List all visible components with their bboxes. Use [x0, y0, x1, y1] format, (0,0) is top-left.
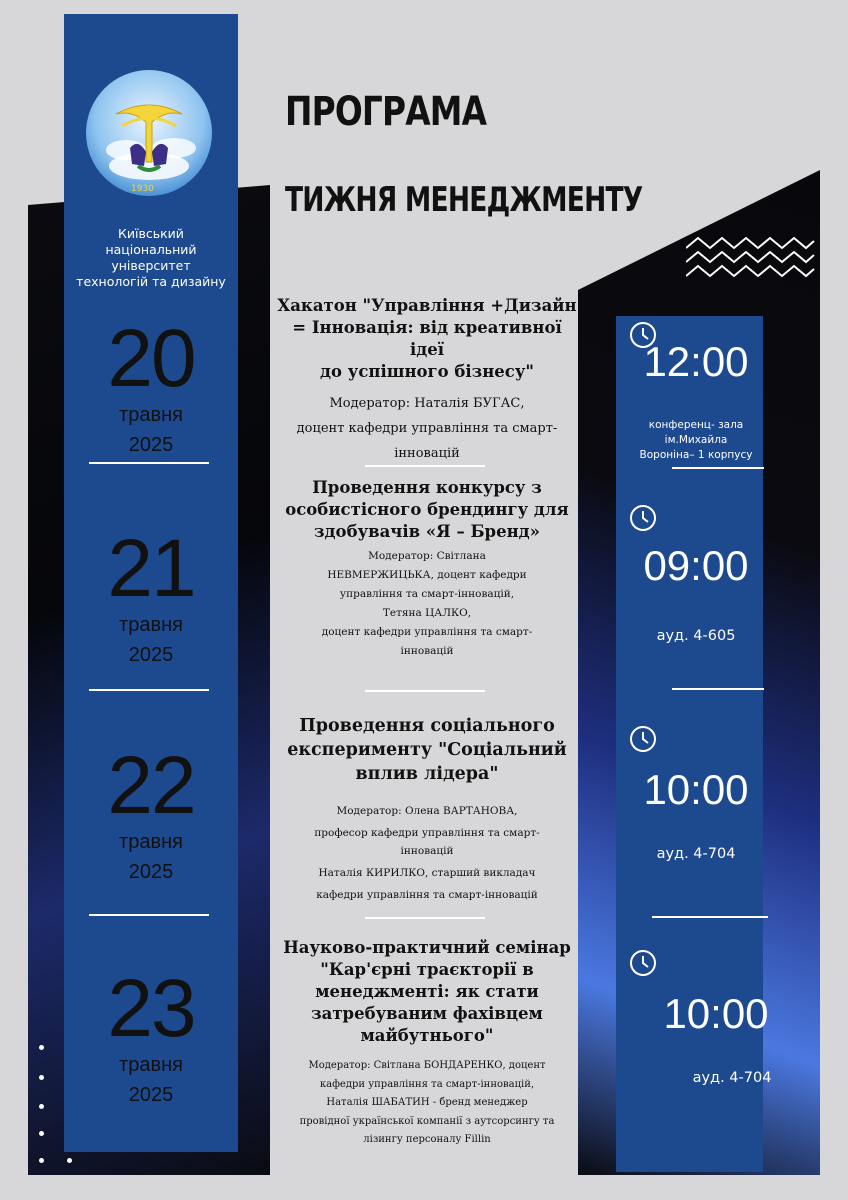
divider: [89, 689, 209, 691]
date-day: 20: [107, 313, 195, 404]
event-title-line: затребуваним фахівцем: [311, 1004, 543, 1023]
date-year: 2025: [128, 644, 174, 666]
event-moderator-line: кафедри управління та смарт-інновацій,: [319, 1078, 535, 1090]
event-moderator-line: інновацій: [400, 845, 454, 857]
event-title-line: вплив лідера": [355, 764, 499, 784]
event-moderator-line: Модератор: Світлана: [368, 550, 486, 562]
page-subtitle: ТИЖНЯ МЕНЕДЖМЕНТУ: [285, 180, 643, 220]
event-moderator-line: доцент кафедри управління та смарт-: [321, 626, 533, 638]
event-moderator-line: провідної української компанії з аутсорсингу та: [299, 1115, 555, 1127]
event-title: [277, 714, 577, 786]
event-3: [277, 714, 577, 906]
decorative-dot: [39, 1131, 44, 1136]
event-moderator-line: кафедри управління та смарт-інновацій: [316, 889, 538, 901]
event-title-line: Хакатон "Управління +Дизайн: [277, 296, 577, 315]
event-1: [277, 295, 577, 466]
date-block-3: [64, 740, 238, 887]
date-month: травня: [119, 1054, 183, 1076]
schedule-place: ауд. 4-605: [656, 628, 736, 644]
decorative-dot: [67, 1158, 72, 1163]
decorative-dot: [39, 1104, 44, 1109]
decorative-dot: [39, 1045, 44, 1050]
date-day: 21: [107, 523, 195, 614]
date-block-4: [64, 963, 238, 1110]
event-moderator-line: Модератор: Світлана БОНДАРЕНКО, доцент: [308, 1060, 546, 1071]
event-title-line: "Кар'єрні траєкторії в: [320, 960, 534, 979]
divider: [652, 916, 768, 918]
divider: [672, 467, 764, 469]
university-name-line: Київський: [118, 226, 184, 241]
event-2: [277, 477, 577, 661]
schedule-place-line: Вороніна– 1 корпусу: [639, 449, 753, 461]
date-block-1: [64, 313, 238, 460]
university-emblem-icon: [86, 70, 212, 196]
date-year: 2025: [128, 861, 174, 883]
date-month: травня: [119, 614, 183, 636]
clock-icon: [628, 724, 658, 754]
schedule-place-line: конференц- зала ім.Михайла: [648, 419, 744, 446]
event-moderator-line: Тетяна ЦАЛКО,: [382, 607, 472, 619]
event-moderator-line: інновацій: [400, 645, 454, 657]
divider: [89, 914, 209, 916]
event-title: [277, 477, 577, 543]
event-moderator-line: управління та смарт-інновацій,: [339, 588, 515, 600]
schedule-time: 09:00: [643, 542, 749, 589]
clock-icon: [628, 948, 658, 978]
event-moderator: [277, 547, 577, 661]
date-month: травня: [119, 831, 183, 853]
schedule-time: 10:00: [663, 990, 769, 1037]
event-moderator-line: Модератор: Наталія БУГАС,: [329, 396, 525, 411]
event-moderator-line: Модератор: Олена ВАРТАНОВА,: [336, 805, 518, 817]
event-title-line: майбутнього": [360, 1026, 494, 1045]
divider: [365, 690, 485, 692]
date-year: 2025: [128, 434, 174, 456]
event-title-line: Проведення соціального: [299, 716, 555, 736]
event-moderator-line: професор кафедри управління та смарт-: [314, 827, 540, 839]
university-name-line: університет: [111, 258, 191, 273]
event-moderator-line: Наталія КИРИЛКО, старший викладач: [318, 867, 536, 879]
event-moderator-line: доцент кафедри управління та смарт-: [296, 421, 558, 436]
decorative-dot: [39, 1158, 44, 1163]
schedule-place: ауд. 4-704: [692, 1070, 772, 1086]
event-4: [277, 937, 577, 1150]
date-year: 2025: [128, 1084, 174, 1106]
event-title-line: менеджменті: як стати: [315, 982, 539, 1001]
event-title-line: = Інновація: від креативної ідеї: [292, 318, 562, 359]
event-title-line: Проведення конкурсу з: [312, 478, 542, 497]
event-moderator: [277, 800, 577, 906]
schedule-time: 12:00: [643, 338, 749, 385]
university-name-line: національний: [105, 242, 197, 257]
event-title: [277, 937, 577, 1047]
zigzag-decoration-icon: [686, 236, 816, 282]
emblem-year: 1930: [131, 184, 154, 194]
schedule-time: 10:00: [643, 766, 749, 813]
university-name-line: технологій та дизайну: [76, 274, 226, 289]
event-moderator: [277, 1057, 577, 1150]
divider: [365, 465, 485, 467]
event-moderator-line: НЕВМЕРЖИЦЬКА, доцент кафедри: [327, 569, 527, 581]
event-title: [277, 295, 577, 383]
divider: [89, 462, 209, 464]
event-title-line: Науково-практичний семінар: [283, 938, 571, 957]
event-title-line: особистісного брендингу для: [285, 500, 569, 519]
event-title-line: здобувачів «Я – Бренд»: [314, 522, 540, 541]
date-day: 22: [107, 740, 195, 831]
schedule-place: [616, 418, 776, 463]
clock-icon: [628, 503, 658, 533]
date-block-2: [64, 523, 238, 670]
event-moderator-line: лізингу персоналу Fillin: [363, 1134, 491, 1145]
university-name: [64, 226, 238, 290]
decorative-dot: [39, 1075, 44, 1080]
date-day: 23: [107, 963, 195, 1054]
event-title-line: експерименту "Соціальний: [287, 740, 567, 760]
schedule-place: ауд. 4-704: [656, 846, 736, 862]
divider: [672, 688, 764, 690]
event-title-line: до успішного бізнесу": [320, 362, 534, 381]
event-moderator-line: інновацій: [394, 446, 460, 461]
divider: [365, 917, 485, 919]
event-moderator: [277, 391, 577, 466]
date-month: травня: [119, 404, 183, 426]
event-moderator-line: Наталія ШАБАТИН - бренд менеджер: [326, 1097, 528, 1108]
page-title: ПРОГРАМА: [285, 89, 487, 135]
